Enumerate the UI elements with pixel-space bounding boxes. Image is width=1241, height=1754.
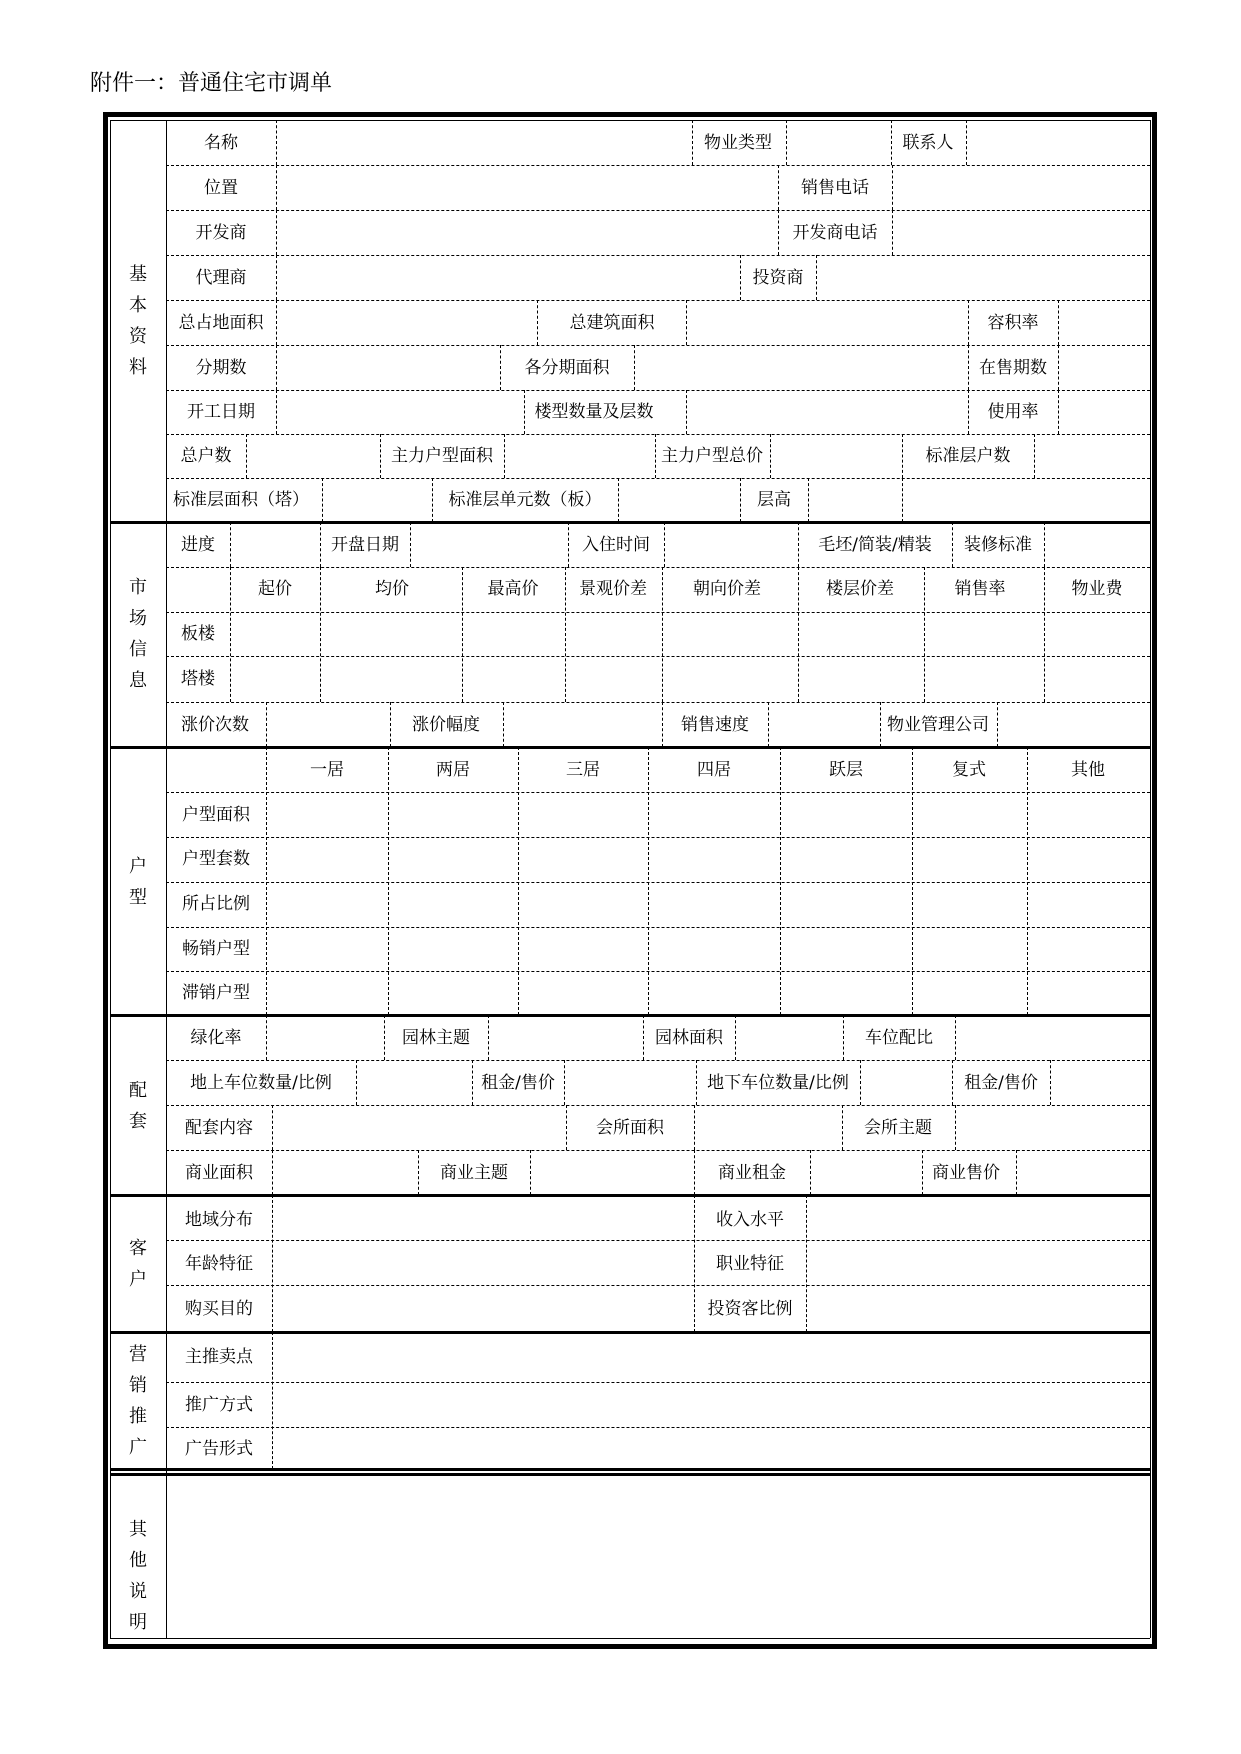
cell-divider xyxy=(1058,300,1059,345)
cell-divider xyxy=(1058,390,1059,434)
row-divider xyxy=(166,927,1150,928)
price-increase-count-label: 涨价次数 xyxy=(181,714,249,735)
row-divider xyxy=(166,1285,1150,1286)
cell-divider xyxy=(1058,345,1059,390)
promotion-method-label: 推广方式 xyxy=(185,1395,253,1415)
cell-divider xyxy=(952,1060,953,1105)
section-basic-info: 基本资料 xyxy=(129,264,147,378)
row-divider xyxy=(166,210,1150,211)
plot-ratio-label: 容积率 xyxy=(987,312,1039,333)
cell-divider xyxy=(503,702,504,747)
row-divider xyxy=(166,837,1150,838)
underground-rent-label: 租金/售价 xyxy=(964,1072,1038,1093)
total-floor-area-label: 总建筑面积 xyxy=(569,312,655,333)
cell-divider xyxy=(276,165,277,210)
section-market-info: 市场信息 xyxy=(129,577,147,691)
unit-type-row-label: 滞销户型 xyxy=(182,983,250,1003)
club-theme-label: 会所主题 xyxy=(864,1117,932,1138)
survey-form-frame xyxy=(103,112,1157,1649)
facility-content-label: 配套内容 xyxy=(185,1117,253,1138)
progress-label: 进度 xyxy=(181,534,215,555)
cell-divider xyxy=(276,210,277,255)
cell-divider xyxy=(1050,1060,1051,1105)
cell-divider xyxy=(810,1150,811,1195)
unit-type-row-label: 所占比例 xyxy=(182,894,250,914)
developer-phone-label: 开发商电话 xyxy=(792,222,878,243)
cell-divider xyxy=(272,1195,273,1332)
cell-divider xyxy=(662,567,663,702)
cell-divider xyxy=(566,1105,567,1150)
price-column-header: 起价 xyxy=(258,579,292,599)
row-divider xyxy=(166,567,1150,568)
cell-divider xyxy=(388,747,389,1015)
cell-divider xyxy=(518,747,519,1015)
row-divider xyxy=(166,390,1150,391)
price-column-header: 物业费 xyxy=(1071,579,1123,599)
unit-type-row-label: 户型套数 xyxy=(182,849,250,869)
section-column-divider xyxy=(166,120,167,1638)
price-column-header: 楼层价差 xyxy=(826,579,894,599)
inner-border-right xyxy=(1150,120,1151,1638)
unit-type-column-header: 三居 xyxy=(566,760,600,780)
cell-divider xyxy=(537,300,538,345)
cell-divider xyxy=(952,522,953,567)
cell-divider xyxy=(1044,567,1045,702)
underground-parking-label: 地下车位数量/比例 xyxy=(707,1072,849,1093)
cell-divider xyxy=(664,522,665,567)
ad-form-label: 广告形式 xyxy=(185,1439,253,1459)
basic-market-separator xyxy=(110,521,1150,524)
sales-speed-label: 销售速度 xyxy=(681,714,749,735)
cell-divider xyxy=(1027,747,1028,1015)
cell-divider xyxy=(276,345,277,390)
cell-divider xyxy=(322,478,323,522)
row-divider xyxy=(166,434,1150,435)
main-unit-area-label: 主力户型面积 xyxy=(391,446,493,466)
start-date-label: 开工日期 xyxy=(187,402,255,422)
cell-divider xyxy=(272,1105,273,1150)
total-households-label: 总户数 xyxy=(180,446,232,466)
row-divider xyxy=(166,971,1150,972)
building-types-label: 楼型数量及层数 xyxy=(534,402,654,422)
row-divider xyxy=(166,345,1150,346)
cell-divider xyxy=(912,747,913,1015)
slab-building-label: 板楼 xyxy=(181,624,215,644)
cell-divider xyxy=(524,390,525,434)
name-label: 名称 xyxy=(204,132,238,153)
opening-date-label: 开盘日期 xyxy=(331,534,399,555)
cell-divider xyxy=(634,345,635,390)
cell-divider xyxy=(568,522,569,567)
facilities-customer-separator xyxy=(110,1194,1150,1197)
cell-divider xyxy=(694,1195,695,1332)
cell-divider xyxy=(955,1015,956,1060)
contact-label: 联系人 xyxy=(902,132,954,153)
cell-divider xyxy=(462,567,463,702)
unit-type-column-header: 跃层 xyxy=(829,760,863,780)
occupation-feature-label: 职业特征 xyxy=(716,1254,784,1274)
unit-type-column-header: 四居 xyxy=(697,760,731,780)
row-divider xyxy=(166,300,1150,301)
move-in-label: 入住时间 xyxy=(582,534,650,555)
cell-divider xyxy=(276,255,277,300)
floor-height-label: 层高 xyxy=(757,490,791,510)
cell-divider xyxy=(966,120,967,165)
income-level-label: 收入水平 xyxy=(716,1210,784,1230)
cell-divider xyxy=(902,434,903,478)
section-facilities: 配套 xyxy=(129,1080,147,1132)
section-marketing: 营销推广 xyxy=(129,1344,147,1458)
row-divider xyxy=(166,882,1150,883)
cell-divider xyxy=(770,434,771,478)
sales-phone-label: 销售电话 xyxy=(801,177,869,198)
cell-divider xyxy=(968,390,969,434)
cell-divider xyxy=(968,300,969,345)
cell-divider xyxy=(655,434,656,478)
current-phase-label: 在售期数 xyxy=(979,357,1047,378)
cell-divider xyxy=(968,345,969,390)
cell-divider xyxy=(643,1015,644,1060)
unit-type-column-header: 其他 xyxy=(1071,760,1105,780)
increase-range-label: 涨价幅度 xyxy=(412,714,480,735)
std-floor-units-slab-label: 标准层单元数（板） xyxy=(448,490,602,510)
price-column-header: 均价 xyxy=(375,579,409,599)
cell-divider xyxy=(432,478,433,522)
cell-divider xyxy=(778,165,779,210)
garden-theme-label: 园林主题 xyxy=(402,1027,470,1048)
cell-divider xyxy=(997,702,998,747)
unit-type-row-label: 畅销户型 xyxy=(182,939,250,959)
std-floor-households-label: 标准层户数 xyxy=(925,446,1011,466)
cell-divider xyxy=(696,1060,697,1105)
phase-area-label: 各分期面积 xyxy=(524,357,610,378)
price-column-header: 朝向价差 xyxy=(693,579,761,599)
property-type-label: 物业类型 xyxy=(704,132,772,153)
cell-divider xyxy=(740,255,741,300)
cell-divider xyxy=(648,747,649,1015)
std-floor-area-tower-label: 标准层面积（塔） xyxy=(173,490,309,510)
unit-type-row-label: 户型面积 xyxy=(182,805,250,825)
section-customer: 客户 xyxy=(129,1238,147,1290)
section-other-notes: 其他说明 xyxy=(129,1519,147,1633)
ground-rent-label: 租金/售价 xyxy=(481,1072,555,1093)
row-divider xyxy=(166,1382,1150,1383)
cell-divider xyxy=(778,210,779,255)
cell-divider xyxy=(891,120,892,165)
cell-divider xyxy=(768,702,769,747)
cell-divider xyxy=(276,390,277,434)
investor-label: 投资商 xyxy=(752,267,804,288)
row-divider xyxy=(166,1427,1150,1428)
commercial-area-label: 商业面积 xyxy=(185,1162,253,1183)
cell-divider xyxy=(565,567,566,702)
cell-divider xyxy=(418,1150,419,1195)
price-column-header: 最高价 xyxy=(487,579,539,599)
row-divider xyxy=(166,1060,1150,1061)
inner-border-top xyxy=(110,120,1150,121)
cell-divider xyxy=(860,1060,861,1105)
agent-label: 代理商 xyxy=(195,267,247,288)
price-column-header: 销售率 xyxy=(954,579,1006,599)
cell-divider xyxy=(1016,1150,1017,1195)
main-unit-price-label: 主力户型总价 xyxy=(661,446,763,466)
cell-divider xyxy=(843,1015,844,1060)
cell-divider xyxy=(230,522,231,567)
cell-divider xyxy=(266,1015,267,1060)
phases-label: 分期数 xyxy=(195,357,247,378)
cell-divider xyxy=(955,1105,956,1150)
parking-ratio-label: 车位配比 xyxy=(865,1027,933,1048)
cell-divider xyxy=(488,1015,489,1060)
cell-divider xyxy=(246,434,247,478)
selling-points-label: 主推卖点 xyxy=(185,1347,253,1367)
cell-divider xyxy=(504,434,505,478)
cell-divider xyxy=(500,345,501,390)
section-unit-type: 户型 xyxy=(129,856,147,908)
row-divider xyxy=(166,612,1150,613)
row-divider xyxy=(166,702,1150,703)
cell-divider xyxy=(662,702,663,747)
cell-divider xyxy=(694,1105,695,1150)
cell-divider xyxy=(1034,434,1035,478)
developer-label: 开发商 xyxy=(195,222,247,243)
row-divider xyxy=(166,1150,1150,1151)
finish-level-label: 毛坯/简装/精装 xyxy=(818,534,932,555)
cell-divider xyxy=(892,210,893,255)
row-divider xyxy=(166,1240,1150,1241)
cell-divider xyxy=(686,300,687,345)
page-title: 附件一：普通住宅市调单 xyxy=(90,71,333,96)
cell-divider xyxy=(390,702,391,747)
ground-parking-label: 地上车位数量/比例 xyxy=(190,1072,332,1093)
row-divider xyxy=(166,255,1150,256)
cell-divider xyxy=(564,1060,565,1105)
land-area-label: 总占地面积 xyxy=(178,312,264,333)
commercial-theme-label: 商业主题 xyxy=(440,1162,508,1183)
cell-divider xyxy=(786,120,787,165)
investor-ratio-label: 投资客比例 xyxy=(707,1299,793,1319)
cell-divider xyxy=(272,1150,273,1195)
cell-divider xyxy=(922,1150,923,1195)
row-divider xyxy=(166,165,1150,166)
unit-type-column-header: 一居 xyxy=(310,760,344,780)
usage-rate-label: 使用率 xyxy=(987,402,1039,422)
cell-divider xyxy=(384,1015,385,1060)
commercial-price-label: 商业售价 xyxy=(932,1162,1000,1183)
decoration-std-label: 装修标准 xyxy=(964,534,1032,555)
tower-building-label: 塔楼 xyxy=(181,669,215,689)
cell-divider xyxy=(798,567,799,702)
cell-divider xyxy=(472,1060,473,1105)
inner-border-left xyxy=(110,120,111,1638)
cell-divider xyxy=(806,1195,807,1332)
cell-divider xyxy=(686,390,687,434)
cell-divider xyxy=(266,747,267,1015)
cell-divider xyxy=(276,300,277,345)
row-divider xyxy=(166,478,1150,479)
garden-area-label: 园林面积 xyxy=(655,1027,723,1048)
cell-divider xyxy=(740,478,741,522)
cell-divider xyxy=(780,747,781,1015)
region-distribution-label: 地域分布 xyxy=(185,1210,253,1230)
cell-divider xyxy=(880,702,881,747)
cell-divider xyxy=(230,567,231,702)
cell-divider xyxy=(808,478,809,522)
cell-divider xyxy=(842,1105,843,1150)
cell-divider xyxy=(618,478,619,522)
inner-border-bottom xyxy=(110,1638,1150,1639)
club-area-label: 会所面积 xyxy=(596,1117,664,1138)
unit-type-column-header: 复式 xyxy=(952,760,986,780)
cell-divider xyxy=(816,255,817,300)
cell-divider xyxy=(410,522,411,567)
location-label: 位置 xyxy=(204,177,238,198)
cell-divider xyxy=(266,702,267,747)
cell-divider xyxy=(798,522,799,567)
cell-divider xyxy=(320,567,321,702)
cell-divider xyxy=(692,120,693,165)
cell-divider xyxy=(276,120,277,165)
management-company-label: 物业管理公司 xyxy=(887,714,989,735)
cell-divider xyxy=(924,567,925,702)
purchase-purpose-label: 购买目的 xyxy=(185,1299,253,1319)
row-divider xyxy=(166,792,1150,793)
marketing-other-separator-b xyxy=(110,1473,1150,1476)
greening-rate-label: 绿化率 xyxy=(190,1027,242,1048)
cell-divider xyxy=(1044,522,1045,567)
commercial-rent-label: 商业租金 xyxy=(718,1162,786,1183)
cell-divider xyxy=(530,1150,531,1195)
cell-divider xyxy=(356,1060,357,1105)
row-divider xyxy=(166,656,1150,657)
cell-divider xyxy=(320,522,321,567)
cell-divider xyxy=(892,165,893,210)
cell-divider xyxy=(902,478,903,522)
marketing-other-separator-a xyxy=(110,1468,1150,1471)
row-divider xyxy=(166,1105,1150,1106)
price-column-header: 景观价差 xyxy=(579,579,647,599)
cell-divider xyxy=(380,434,381,478)
customer-marketing-separator xyxy=(110,1331,1150,1334)
cell-divider xyxy=(694,1150,695,1195)
unit-type-column-header: 两居 xyxy=(436,760,470,780)
age-feature-label: 年龄特征 xyxy=(185,1254,253,1274)
cell-divider xyxy=(272,1332,273,1469)
cell-divider xyxy=(735,1015,736,1060)
